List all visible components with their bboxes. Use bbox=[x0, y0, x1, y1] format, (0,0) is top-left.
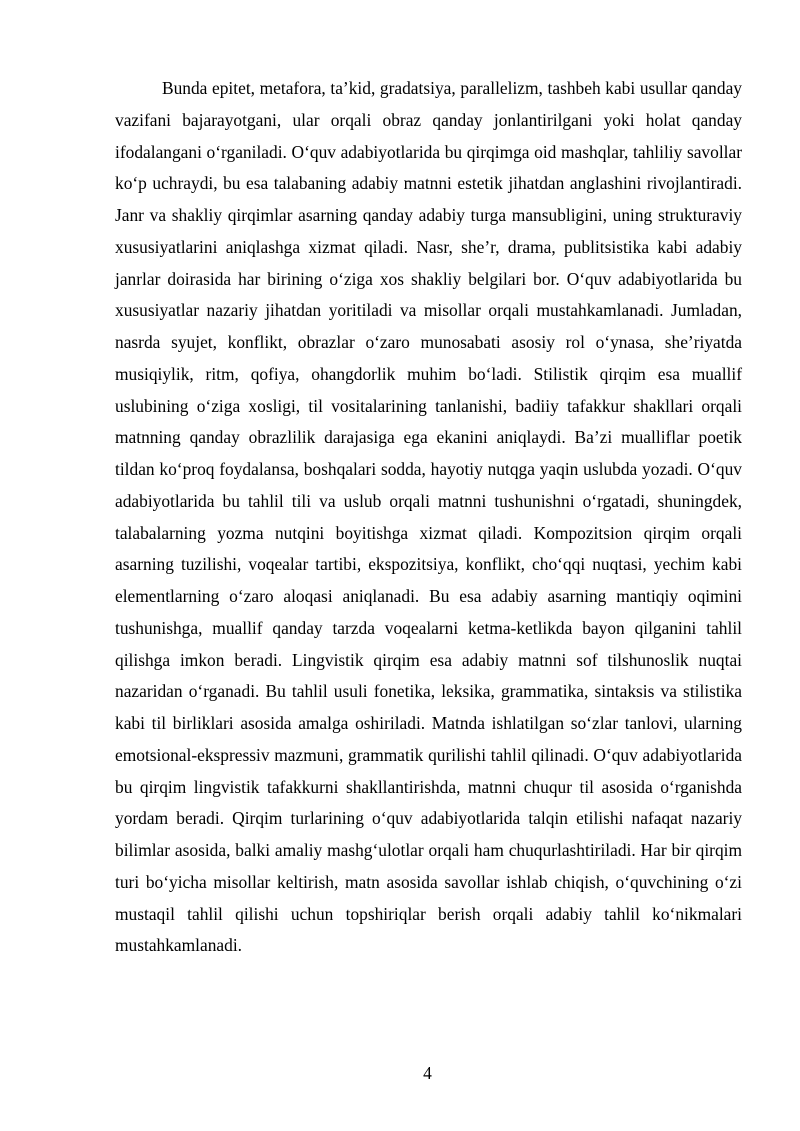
body-paragraph: Bunda epitet, metafora, ta’kid, gradatsiya, parallelizm, tashbeh kabi usullar qanday vazifani bajarayotgani, ular orqali obraz qanday jonlantirilgani yoki holat qanday ifodalangani oʻrganiladi. Oʻquv adabiyotlarida bu qirqimga oid mashqlar, tahliliy savollar koʻp uchraydi, bu esa talabaning adabiy matnni estetik jihatdan anglashini rivojlantiradi. Janr va shakliy qirqimlar asarning qanday adabiy turga mansubligini, uning strukturaviy xususiyatlarini aniqlashga xizmat qiladi. Nasr, she’r, drama, publitsistika kabi adabiy janrlar doirasida har birining oʻziga xos shakliy belgilari bor. Oʻquv adabiyotlarida bu xususiyatlar nazariy jihatdan yoritiladi va misollar orqali mustahkamlanadi. Jumladan, nasrda syujet, konflikt, obrazlar oʻzaro munosabati asosiy rol oʻynasa, she’riyatda musiqiylik, ritm, qofiya, ohangdorlik muhim boʻladi. Stilistik qirqim esa muallif uslubining oʻziga xosligi, til vositalarining tanlanishi, badiiy tafakkur shakllari orqali matnning qanday obrazlilik darajasiga ega ekanini aniqlaydi. Ba’zi mualliflar poetik tildan koʻproq foydalansa, boshqalari sodda, hayotiy nutqga yaqin uslubda yozadi. Oʻquv adabiyotlarida bu tahlil tili va uslub orqali matnni tushunishni oʻrgatadi, shuningdek, talabalarning yozma nutqini boyitishga xizmat qiladi. Kompozitsion qirqim orqali asarning tuzilishi, voqealar tartibi, ekspozitsiya, konflikt, choʻqqi nuqtasi, yechim kabi elementlarning oʻzaro aloqasi aniqlanadi. Bu esa adabiy asarning mantiqiy oqimini tushunishga, muallif qanday tarzda voqealarni ketma-ketlikda bayon qilganini tahlil qilishga imkon beradi. Lingvistik qirqim esa adabiy matnni sof tilshunoslik nuqtai nazaridan oʻrganadi. Bu tahlil usuli fonetika, leksika, grammatika, sintaksis va stilistika kabi til birliklari asosida amalga oshiriladi. Matnda ishlatilgan soʻzlar tanlovi, ularning emotsional-ekspressiv mazmuni, grammatik qurilishi tahlil qilinadi. Oʻquv adabiyotlarida bu qirqim lingvistik tafakkurni shakllantirishda, matnni chuqur til asosida oʻrganishda yordam beradi. Qirqim turlarining oʻquv adabiyotlarida talqin etilishi nafaqat nazariy bilimlar asosida, balki amaliy mashgʻulotlar orqali ham chuqurlashtiriladi. Har bir qirqim turi boʻyicha misollar keltirish, matn asosida savollar ishlab chiqish, oʻquvchining oʻzi mustaqil tahlil qilishi uchun topshiriqlar berish orqali adabiy tahlil koʻnikmalari mustahkamlanadi. bbox=[115, 78, 742, 956]
page-number: 4 bbox=[423, 1063, 432, 1083]
